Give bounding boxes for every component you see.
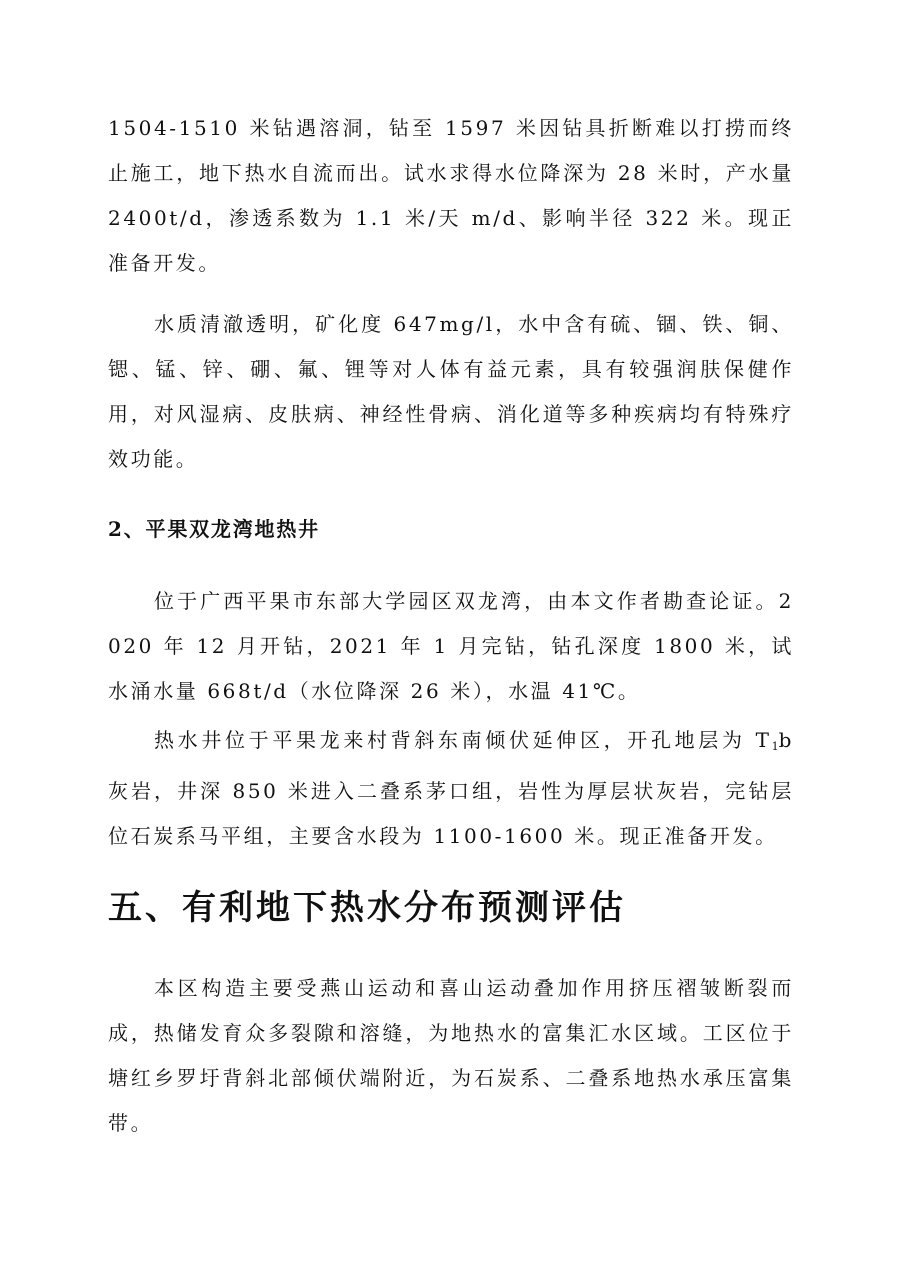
paragraph-drilling-results: 1504-1510 米钻遇溶洞，钻至 1597 米因钻具折断难以打捞而终止施工，地下热水自流而出。试水求得水位降深为 28 米时，产水量 2400t/d，渗透系数为 1.1 米/天 m/d、影响半径 322 米。现正准备开发。: [108, 116, 794, 275]
geology-text-start: 热水井位于平果龙来村背斜东南倾伏延伸区，开孔地层为 T: [154, 728, 772, 752]
paragraph-water-quality: 水质清澈透明，矿化度 647mg/l，水中含有硫、锢、铁、铜、锶、锰、锌、硼、氟、锂等对人体有益元素，具有较强润肤保健作用，对风湿病、皮肤病、神经性骨病、消化道等多种疾病均有特殊疗效功能。: [108, 312, 794, 471]
section-heading-shuanglongwan: 2、平果双龙湾地热井: [108, 517, 320, 541]
paragraph-structure-assessment: 本区构造主要受燕山运动和喜山运动叠加作用挤压褶皱断裂而成，热储发育众多裂隙和溶缝，为地热水的富集汇水区域。工区位于塘红乡罗圩背斜北部倾伏端附近，为石炭系、二叠系地热水承压富集带。: [108, 976, 794, 1135]
paragraph-geology: [108, 718, 794, 859]
geology-text-end: b 灰岩，井深 850 米进入二叠系茅口组，岩性为厚层状灰岩，完钻层位石炭系马平组，主要含水段为 1100-1600 米。现正准备开发。: [108, 728, 794, 848]
paragraph-location: 位于广西平果市东部大学园区双龙湾，由本文作者勘查论证。2020 年 12 月开钻，2021 年 1 月完钻，钻孔深度 1800 米，试水涌水量 668t/d（水位降深 26 米），水温 41℃。: [108, 589, 794, 703]
chapter-heading: 五、有利地下热水分布预测评估: [108, 888, 626, 928]
stratum-subscript: 1: [771, 740, 779, 753]
